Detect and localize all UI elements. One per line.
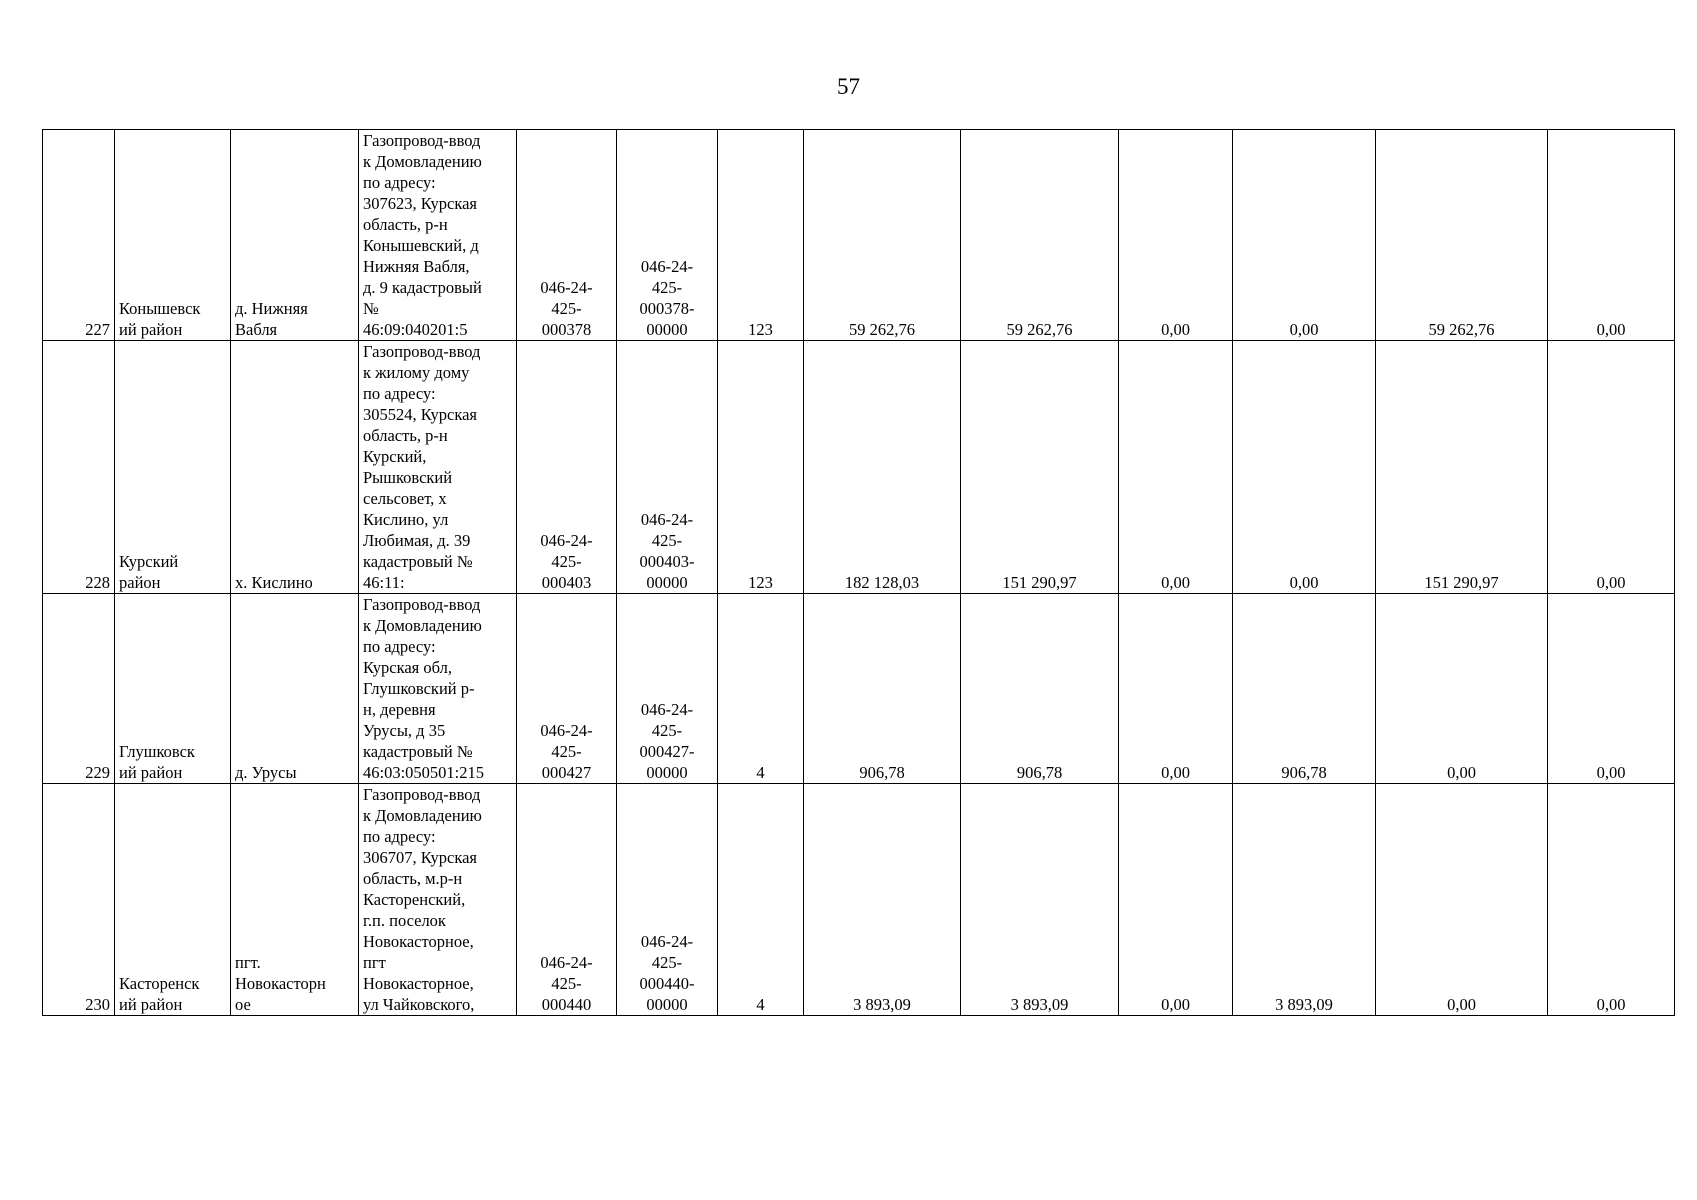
quantity-cell: 123 — [718, 341, 804, 594]
object-full-code-cell: 046-24- 425- 000440- 00000 — [617, 784, 718, 1016]
amount-cell-5: 151 290,97 — [1376, 341, 1548, 594]
amount-cell-4: 906,78 — [1233, 594, 1376, 784]
page-number: 57 — [837, 74, 860, 99]
object-full-code-cell: 046-24- 425- 000427- 00000 — [617, 594, 718, 784]
locality-cell: пгт. Новокасторн ое — [231, 784, 359, 1016]
object-code-cell: 046-24- 425- 000440 — [517, 784, 617, 1016]
object-description-cell: Газопровод-ввод к Домовладению по адресу: 306707, Курская область, м.р-н Касторенский, г.п. поселок Новокасторное, пгт Новокасторное, ул Чайковского, — [359, 784, 517, 1016]
object-description-cell: Газопровод-ввод к жилому дому по адресу: 305524, Курская область, р-н Курский, Рышковский сельсовет, х Кислино, ул Любимая, д. 39 кадастровый № 46:11: — [359, 341, 517, 594]
amount-cell-1: 906,78 — [804, 594, 961, 784]
amount-cell-2: 906,78 — [961, 594, 1119, 784]
object-code-cell: 046-24- 425- 000403 — [517, 341, 617, 594]
object-description-cell: Газопровод-ввод к Домовладению по адресу: 307623, Курская область, р-н Конышевский, д Нижняя Вабля, д. 9 кадастровый № 46:09:040201:5 — [359, 130, 517, 341]
object-code-cell: 046-24- 425- 000378 — [517, 130, 617, 341]
district-cell: Глушковск ий район — [115, 594, 231, 784]
quantity-cell: 4 — [718, 784, 804, 1016]
row-number-cell: 228 — [43, 341, 115, 594]
amount-cell-2: 151 290,97 — [961, 341, 1119, 594]
locality-cell: д. Нижняя Вабля — [231, 130, 359, 341]
table-row — [43, 784, 1675, 1016]
locality-cell: х. Кислино — [231, 341, 359, 594]
object-code-cell: 046-24- 425- 000427 — [517, 594, 617, 784]
quantity-cell: 4 — [718, 594, 804, 784]
amount-cell-5: 0,00 — [1376, 784, 1548, 1016]
row-number-cell: 227 — [43, 130, 115, 341]
amount-cell-6: 0,00 — [1548, 594, 1675, 784]
amount-cell-4: 0,00 — [1233, 341, 1376, 594]
amount-cell-3: 0,00 — [1119, 341, 1233, 594]
amount-cell-6: 0,00 — [1548, 130, 1675, 341]
district-cell: Конышевск ий район — [115, 130, 231, 341]
quantity-cell: 123 — [718, 130, 804, 341]
amount-cell-6: 0,00 — [1548, 341, 1675, 594]
amount-cell-5: 59 262,76 — [1376, 130, 1548, 341]
amount-cell-3: 0,00 — [1119, 130, 1233, 341]
amount-cell-1: 59 262,76 — [804, 130, 961, 341]
amount-cell-1: 3 893,09 — [804, 784, 961, 1016]
row-number-cell: 230 — [43, 784, 115, 1016]
amount-cell-4: 0,00 — [1233, 130, 1376, 341]
district-cell: Курский район — [115, 341, 231, 594]
amount-cell-1: 182 128,03 — [804, 341, 961, 594]
object-description-cell: Газопровод-ввод к Домовладению по адресу: Курская обл, Глушковский р- н, деревня Урусы, д 35 кадастровый № 46:03:050501:215 — [359, 594, 517, 784]
table-row — [43, 130, 1675, 341]
data-table — [42, 129, 1675, 1016]
amount-cell-5: 0,00 — [1376, 594, 1548, 784]
table-row — [43, 341, 1675, 594]
amount-cell-3: 0,00 — [1119, 784, 1233, 1016]
amount-cell-2: 59 262,76 — [961, 130, 1119, 341]
row-number-cell: 229 — [43, 594, 115, 784]
amount-cell-3: 0,00 — [1119, 594, 1233, 784]
object-full-code-cell: 046-24- 425- 000403- 00000 — [617, 341, 718, 594]
object-full-code-cell: 046-24- 425- 000378- 00000 — [617, 130, 718, 341]
amount-cell-6: 0,00 — [1548, 784, 1675, 1016]
amount-cell-4: 3 893,09 — [1233, 784, 1376, 1016]
locality-cell: д. Урусы — [231, 594, 359, 784]
district-cell: Касторенск ий район — [115, 784, 231, 1016]
amount-cell-2: 3 893,09 — [961, 784, 1119, 1016]
table-row — [43, 594, 1675, 784]
